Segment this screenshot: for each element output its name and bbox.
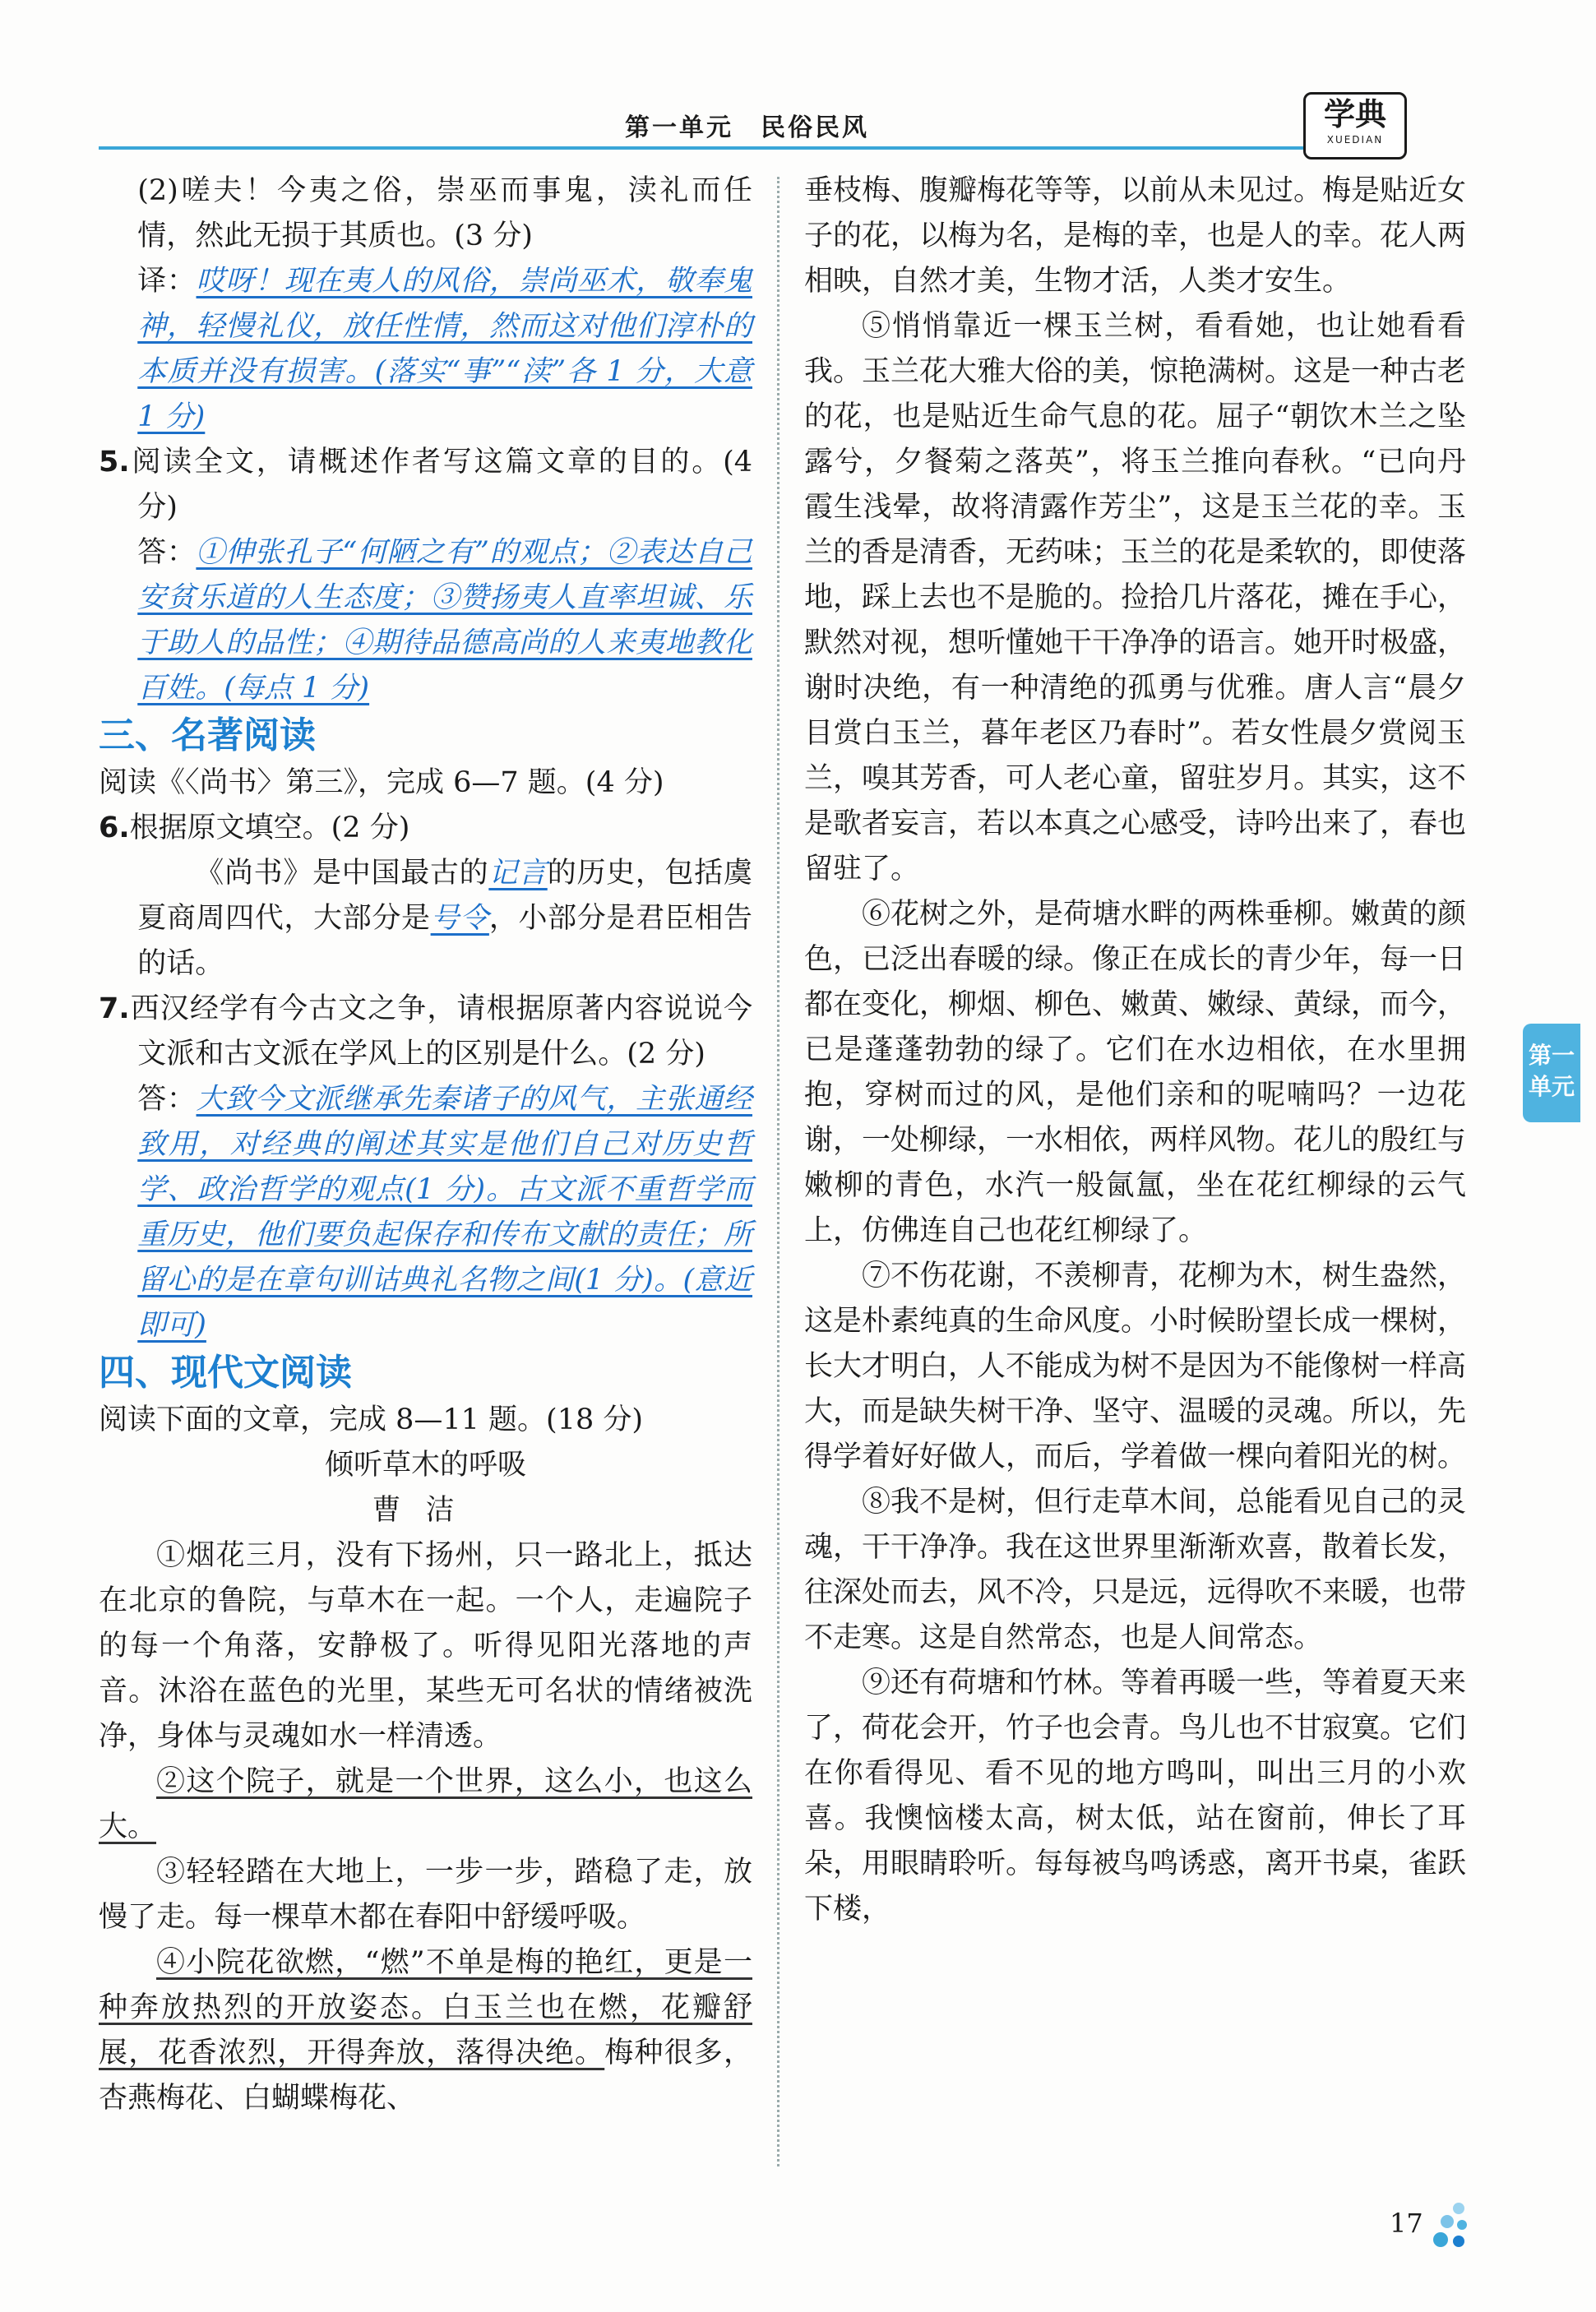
q5-answer: ①伸张孔子“何陋之有”的观点；②表达自己安贫乐道的人生态度；③赞扬夷人直率坦诚、乐于助人的品性；④期待品德高尚的人来夷地教化百姓。(每点 1 分) xyxy=(137,536,752,705)
question-6 xyxy=(99,806,752,851)
column-divider xyxy=(777,177,779,2166)
page-number: 17 xyxy=(1390,2208,1423,2239)
section-3-title: 三、名著阅读 xyxy=(99,714,316,756)
paragraph-8: ⑧我不是树，但行走草木间，总能看见自己的灵魂，干干净净。我在这世界里渐渐欢喜，散着长发，往深处而去，风不冷，只是远，远得吹不来暖，也带不走寒。这是自然常态，也是人间常态。 xyxy=(804,1486,1467,1654)
paragraph-3: ③轻轻踏在大地上，一步一步，踏稳了走，放慢了走。每一棵草木都在春阳中舒缓呼吸。 xyxy=(99,1856,752,1934)
paragraph-4-tail: 梅种很多，杏燕梅花、白蝴蝶梅花、 xyxy=(99,2037,752,2115)
paragraph-6: ⑥花树之外，是荷塘水畔的两株垂柳。嫩黄的颜色，已泛出春暖的绿。像正在成长的青少年，每一日都在变化，柳烟、柳色、嫩黄、嫩绿、黄绿，而今，已是蓬蓬勃勃的绿了。它们在水边相依，在水里拥抱，穿树而过的风，是他们亲和的呢喃吗？一边花谢，一处柳绿，一水相依，两样风物。花儿的殷红与嫩柳的青色，水汽一般氤氲，坐在花红柳绿的云气上，仿佛连自己也花红柳绿了。 xyxy=(804,898,1467,1247)
section-4-intro: 阅读下面的文章，完成 8—11 题。(18 分) xyxy=(99,1403,644,1436)
q6-fill-a: 《尚书》是中国最古的 xyxy=(195,857,489,890)
article-author: 曹洁 xyxy=(372,1494,479,1527)
publisher-logo xyxy=(1303,92,1407,160)
q6-fill-sentence xyxy=(99,851,752,987)
q4-2-text: (2)嗟夫！今夷之俗，崇巫而事鬼，渎礼而任情，然此无损于其质也。(3 分) xyxy=(137,174,752,252)
q5-text: 阅读全文，请概述作者写这篇文章的目的。(4 分) xyxy=(129,446,752,524)
q4-2-answer-block xyxy=(99,259,752,440)
q7-number: 7. xyxy=(99,992,130,1025)
q7-answer-block xyxy=(99,1077,752,1348)
q6-fill-b: 的历史，包括虞夏商周四代，大部分是 xyxy=(137,857,752,935)
paragraph-1: ①烟花三月，没有下扬州，只一路北上，抵达在北京的鲁院，与草木在一起。一个人，走遍院子的每一个角落，安静极了。听得见阳光落地的声音。沐浴在蓝色的光里，某些无可名状的情绪被洗净，身体与灵魂如水一样清透。 xyxy=(99,1539,752,1753)
q4-2-answer: 哎呀！现在夷人的风俗，崇尚巫术，敬奉鬼神，轻慢礼仪，放任性情，然而这对他们淳朴的本质并没有损害。(落实“事”“渎”各 1 分，大意 1 分) xyxy=(137,265,752,433)
q5-answer-block xyxy=(99,530,752,711)
logo-text: 学典 xyxy=(1323,96,1386,132)
q6-fill-c: ，小部分是君臣相告的话。 xyxy=(137,902,752,980)
paragraph-4-underlined-a: ④小院花欲燃，“燃”不单是梅的艳红，更是一种奔放热烈的开放姿态。 xyxy=(99,1946,752,2024)
logo-subtext: XUEDIAN xyxy=(1326,134,1384,146)
answer-label: 译： xyxy=(137,265,197,298)
unit-side-tab: 第一单元 xyxy=(1523,1024,1580,1122)
paragraph-2-text: ②这个院子，就是一个世界，这么小，也这么大。 xyxy=(99,1765,752,1843)
paragraph-7: ⑦不伤花谢，不羡柳青，花柳为木，树生盎然，这是朴素纯真的生命风度。小时候盼望长成一棵树，长大才明白，人不能成为树不是因为不能像树一样高大，而是缺失树干净、坚守、温暖的灵魂。所以，先得学着好好做人，而后，学着做一棵向着阳光的树。 xyxy=(804,1260,1467,1473)
paragraph-4-continued: 垂枝梅、腹瓣梅花等等，以前从未见过。梅是贴近女子的花，以梅为名，是梅的幸，也是人的幸。花人两相映，自然才美，生物才活，人类才安生。 xyxy=(804,174,1467,298)
q5-number: 5. xyxy=(99,446,130,479)
right-column xyxy=(804,169,1466,1932)
paragraph-5: ⑤悄悄靠近一棵玉兰树，看看她，也让她看看我。玉兰花大雅大俗的美，惊艳满树。这是一种古老的花，也是贴近生命气息的花。屈子“朝饮木兰之坠露兮，夕餐菊之落英”，将玉兰推向春秋。“已向丹霞生浅晕，故将清露作芳尘”，这是玉兰花的幸。玉兰的香是清香，无药味；玉兰的花是柔软的，即使落地，踩上去也不是脆的。捡拾几片落花，摊在手心，默然对视，想听懂她干干净净的语言。她开时极盛，谢时决绝，有一种清绝的孤勇与优雅。唐人言“晨夕目赏白玉兰，暮年老区乃春时”。若女性晨夕赏阅玉兰，嗅其芳香，可人老心童，留驻岁月。其实，这不是歌者妄言，若以本真之心感受，诗吟出来了，春也留驻了。 xyxy=(804,310,1467,885)
decorative-dots-icon xyxy=(1416,2197,1473,2254)
answer-label: 答： xyxy=(137,1083,197,1116)
header-rule xyxy=(99,146,1316,150)
q6-text: 根据原文填空。(2 分) xyxy=(129,812,410,844)
paragraph-9: ⑨还有荷塘和竹林。等着再暖一些，等着夏天来了，荷花会开，竹子也会青。鸟儿也不甘寂寞。它们在你看得见、看不见的地方鸣叫，叫出三月的小欢喜。我懊恼楼太高，树太低，站在窗前，伸长了耳朵，用眼睛聆听。每每被鸟鸣诱惑，离开书桌，雀跃下楼， xyxy=(804,1667,1467,1926)
paragraph-4-underlined-b: 白玉兰也在燃，花瓣舒展，花香浓烈，开得奔放，落得决绝。 xyxy=(99,1991,752,2069)
paragraph-4 xyxy=(99,1940,752,2121)
q7-text: 西汉经学有今古文之争，请根据原著内容说说今文派和古文派在学风上的区别是什么。(2 分) xyxy=(129,992,752,1070)
page-header xyxy=(0,0,1596,164)
section-4-title: 四、现代文阅读 xyxy=(99,1352,352,1394)
question-7 xyxy=(99,987,752,1077)
paragraph-2 xyxy=(99,1759,752,1850)
question-5 xyxy=(99,440,752,530)
q6-blank-2: 号令 xyxy=(430,902,489,935)
section-3-intro: 阅读《〈尚书〉第三》，完成 6—7 题。(4 分) xyxy=(99,766,664,799)
q6-number: 6. xyxy=(99,812,130,844)
article-title: 倾听草木的呼吸 xyxy=(324,1449,526,1482)
unit-title: 第一单元 民俗民风 xyxy=(625,113,869,142)
left-column xyxy=(99,169,752,2121)
q7-answer: 大致今文派继承先秦诸子的风气，主张通经致用，对经典的阐述其实是他们自己对历史哲学、政治哲学的观点(1 分)。古文派不重哲学而重历史，他们要负起保存和传布文献的责任；所留心的是在章句训诂典礼名物之间(1 分)。(意近即可) xyxy=(137,1083,752,1342)
q6-blank-1: 记言 xyxy=(488,857,548,890)
answer-label: 答： xyxy=(137,536,197,569)
